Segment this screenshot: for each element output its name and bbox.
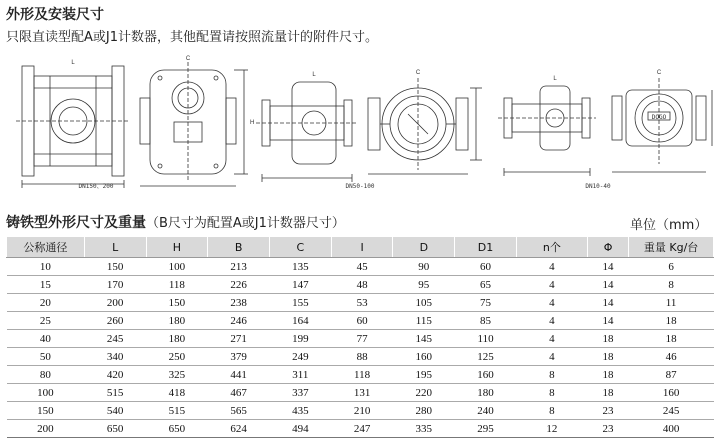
table-cell: 100 <box>7 384 85 402</box>
table-cell: 420 <box>84 366 146 384</box>
drawing-caption-dn150: DN150、200 <box>78 183 114 190</box>
table-cell: 650 <box>146 420 208 438</box>
drawing-caption-dn50: DN50-100 <box>345 183 375 190</box>
table-cell: 53 <box>331 294 393 312</box>
table-cell: 379 <box>208 348 270 366</box>
table-cell: 180 <box>455 384 517 402</box>
table-cell: 195 <box>393 366 455 384</box>
section-title-dimensions: 外形及安装尺寸 <box>6 7 104 23</box>
table-cell: 18 <box>629 330 714 348</box>
table-cell: 15 <box>7 276 85 294</box>
dn50-side-view <box>256 82 358 182</box>
dimensions-weight-table <box>6 236 714 438</box>
table-cell: 6 <box>629 258 714 276</box>
drawing-caption-dn10: DN10-40 <box>585 183 611 190</box>
dn10-side-view <box>498 86 596 176</box>
table-cell: 125 <box>455 348 517 366</box>
table-cell: 441 <box>208 366 270 384</box>
table-cell: 80 <box>7 366 85 384</box>
table-cell: 40 <box>7 330 85 348</box>
svg-text:L: L <box>71 60 75 66</box>
table-cell: 77 <box>331 330 393 348</box>
technical-drawings <box>0 48 720 198</box>
table-cell: 150 <box>7 402 85 420</box>
dn10-front-view <box>612 78 712 172</box>
table-cell: 10 <box>7 258 85 276</box>
table-cell: 147 <box>269 276 331 294</box>
table-cell: 160 <box>393 348 455 366</box>
table-cell: 60 <box>331 312 393 330</box>
table-cell: 20 <box>7 294 85 312</box>
table-cell: 11 <box>629 294 714 312</box>
table-cell: 115 <box>393 312 455 330</box>
table-cell: 145 <box>393 330 455 348</box>
table-cell: 110 <box>455 330 517 348</box>
table-cell: 14 <box>587 294 628 312</box>
table-cell: 8 <box>516 402 587 420</box>
table-cell: 418 <box>146 384 208 402</box>
table-cell: 246 <box>208 312 270 330</box>
table-cell: 245 <box>84 330 146 348</box>
table-cell: 12 <box>516 420 587 438</box>
table-cell: 4 <box>516 348 587 366</box>
table-cell: 271 <box>208 330 270 348</box>
table-cell: 4 <box>516 258 587 276</box>
table-cell: 226 <box>208 276 270 294</box>
table-cell: 18 <box>587 330 628 348</box>
table-body <box>7 258 714 438</box>
svg-text:C: C <box>185 56 191 62</box>
table-row <box>7 276 714 294</box>
dn150-front-view <box>140 62 248 186</box>
table-cell: 100 <box>146 258 208 276</box>
table-cell: 45 <box>331 258 393 276</box>
table-cell: 4 <box>516 312 587 330</box>
table-cell: 245 <box>629 402 714 420</box>
header-bolt-count: n个 <box>516 237 587 258</box>
table-cell: 340 <box>84 348 146 366</box>
table-cell: 624 <box>208 420 270 438</box>
table-cell: 467 <box>208 384 270 402</box>
table-cell: 8 <box>629 276 714 294</box>
table-cell: 160 <box>629 384 714 402</box>
table-title-note: （B尺寸为配置A或J1计数器尺寸） <box>146 216 345 231</box>
table-cell: 160 <box>455 366 517 384</box>
table-cell: 46 <box>629 348 714 366</box>
table-cell: 400 <box>629 420 714 438</box>
header-d: D <box>393 237 455 258</box>
table-cell: 155 <box>269 294 331 312</box>
table-cell: 220 <box>393 384 455 402</box>
table-cell: 118 <box>146 276 208 294</box>
table-cell: 14 <box>587 258 628 276</box>
table-cell: 23 <box>587 402 628 420</box>
table-row <box>7 294 714 312</box>
table-cell: 311 <box>269 366 331 384</box>
header-l: L <box>84 237 146 258</box>
table-cell: 87 <box>629 366 714 384</box>
table-cell: 515 <box>84 384 146 402</box>
table-cell: 18 <box>587 384 628 402</box>
table-cell: 170 <box>84 276 146 294</box>
svg-text:C: C <box>415 70 421 76</box>
table-cell: 164 <box>269 312 331 330</box>
configuration-note: 只限直读型配A或J1计数器，其他配置请按照流量计的附件尺寸。 <box>6 30 378 45</box>
table-cell: 105 <box>393 294 455 312</box>
table-cell: 200 <box>84 294 146 312</box>
svg-text:L: L <box>312 72 316 78</box>
table-cell: 18 <box>629 312 714 330</box>
table-cell: 18 <box>587 366 628 384</box>
table-cell: 60 <box>455 258 517 276</box>
table-cell: 249 <box>269 348 331 366</box>
dn150-side-view <box>16 66 130 188</box>
table-row <box>7 258 714 276</box>
flowmeter-outline-drawings <box>0 48 720 198</box>
table-cell: 650 <box>84 420 146 438</box>
table-cell: 65 <box>455 276 517 294</box>
table-row <box>7 384 714 402</box>
svg-text:C: C <box>656 70 662 76</box>
table-cell: 280 <box>393 402 455 420</box>
table-cell: 250 <box>146 348 208 366</box>
table-cell: 48 <box>331 276 393 294</box>
header-weight: 重量 Kg/台 <box>629 237 714 258</box>
header-nominal-diameter: 公称通径 <box>7 237 85 258</box>
table-row <box>7 330 714 348</box>
table-cell: 18 <box>587 348 628 366</box>
table-cell: 135 <box>269 258 331 276</box>
table-header-row <box>7 237 714 258</box>
header-h: H <box>146 237 208 258</box>
header-b: B <box>208 237 270 258</box>
table-cell: 85 <box>455 312 517 330</box>
table-cell: 8 <box>516 384 587 402</box>
table-title: 铸铁型外形尺寸及重量 <box>6 215 146 231</box>
unit-label: 单位（mm） <box>630 218 708 233</box>
table-cell: 213 <box>208 258 270 276</box>
header-hole-diameter: Φ <box>587 237 628 258</box>
table-section-title <box>6 212 345 232</box>
table-cell: 238 <box>208 294 270 312</box>
table-cell: 118 <box>331 366 393 384</box>
table-cell: 247 <box>331 420 393 438</box>
table-cell: 131 <box>331 384 393 402</box>
table-cell: 199 <box>269 330 331 348</box>
table-cell: 4 <box>516 294 587 312</box>
table-cell: 14 <box>587 312 628 330</box>
table-cell: 494 <box>269 420 331 438</box>
table-cell: 25 <box>7 312 85 330</box>
table-cell: 435 <box>269 402 331 420</box>
table-row <box>7 312 714 330</box>
table-cell: 95 <box>393 276 455 294</box>
table-cell: 88 <box>331 348 393 366</box>
table-row <box>7 402 714 420</box>
table-row <box>7 366 714 384</box>
table-row <box>7 348 714 366</box>
table-cell: 90 <box>393 258 455 276</box>
table-cell: 50 <box>7 348 85 366</box>
table-cell: 180 <box>146 330 208 348</box>
table-cell: 210 <box>331 402 393 420</box>
header-i: I <box>331 237 393 258</box>
header-c: C <box>269 237 331 258</box>
svg-text:L: L <box>553 76 557 82</box>
table-cell: 14 <box>587 276 628 294</box>
table-cell: 295 <box>455 420 517 438</box>
svg-text:H: H <box>250 120 255 126</box>
table-cell: 180 <box>146 312 208 330</box>
dial-label: DOGO <box>651 114 667 121</box>
dn50-front-view <box>368 78 482 174</box>
table-cell: 8 <box>516 366 587 384</box>
table-cell: 337 <box>269 384 331 402</box>
table-cell: 540 <box>84 402 146 420</box>
table-cell: 240 <box>455 402 517 420</box>
table-cell: 260 <box>84 312 146 330</box>
table-cell: 325 <box>146 366 208 384</box>
table-cell: 150 <box>84 258 146 276</box>
table-cell: 4 <box>516 276 587 294</box>
table-cell: 150 <box>146 294 208 312</box>
table-cell: 200 <box>7 420 85 438</box>
table-cell: 335 <box>393 420 455 438</box>
table-cell: 515 <box>146 402 208 420</box>
header-d1: D1 <box>455 237 517 258</box>
table-cell: 23 <box>587 420 628 438</box>
table-cell: 565 <box>208 402 270 420</box>
table-row <box>7 420 714 438</box>
table-cell: 75 <box>455 294 517 312</box>
table-cell: 4 <box>516 330 587 348</box>
